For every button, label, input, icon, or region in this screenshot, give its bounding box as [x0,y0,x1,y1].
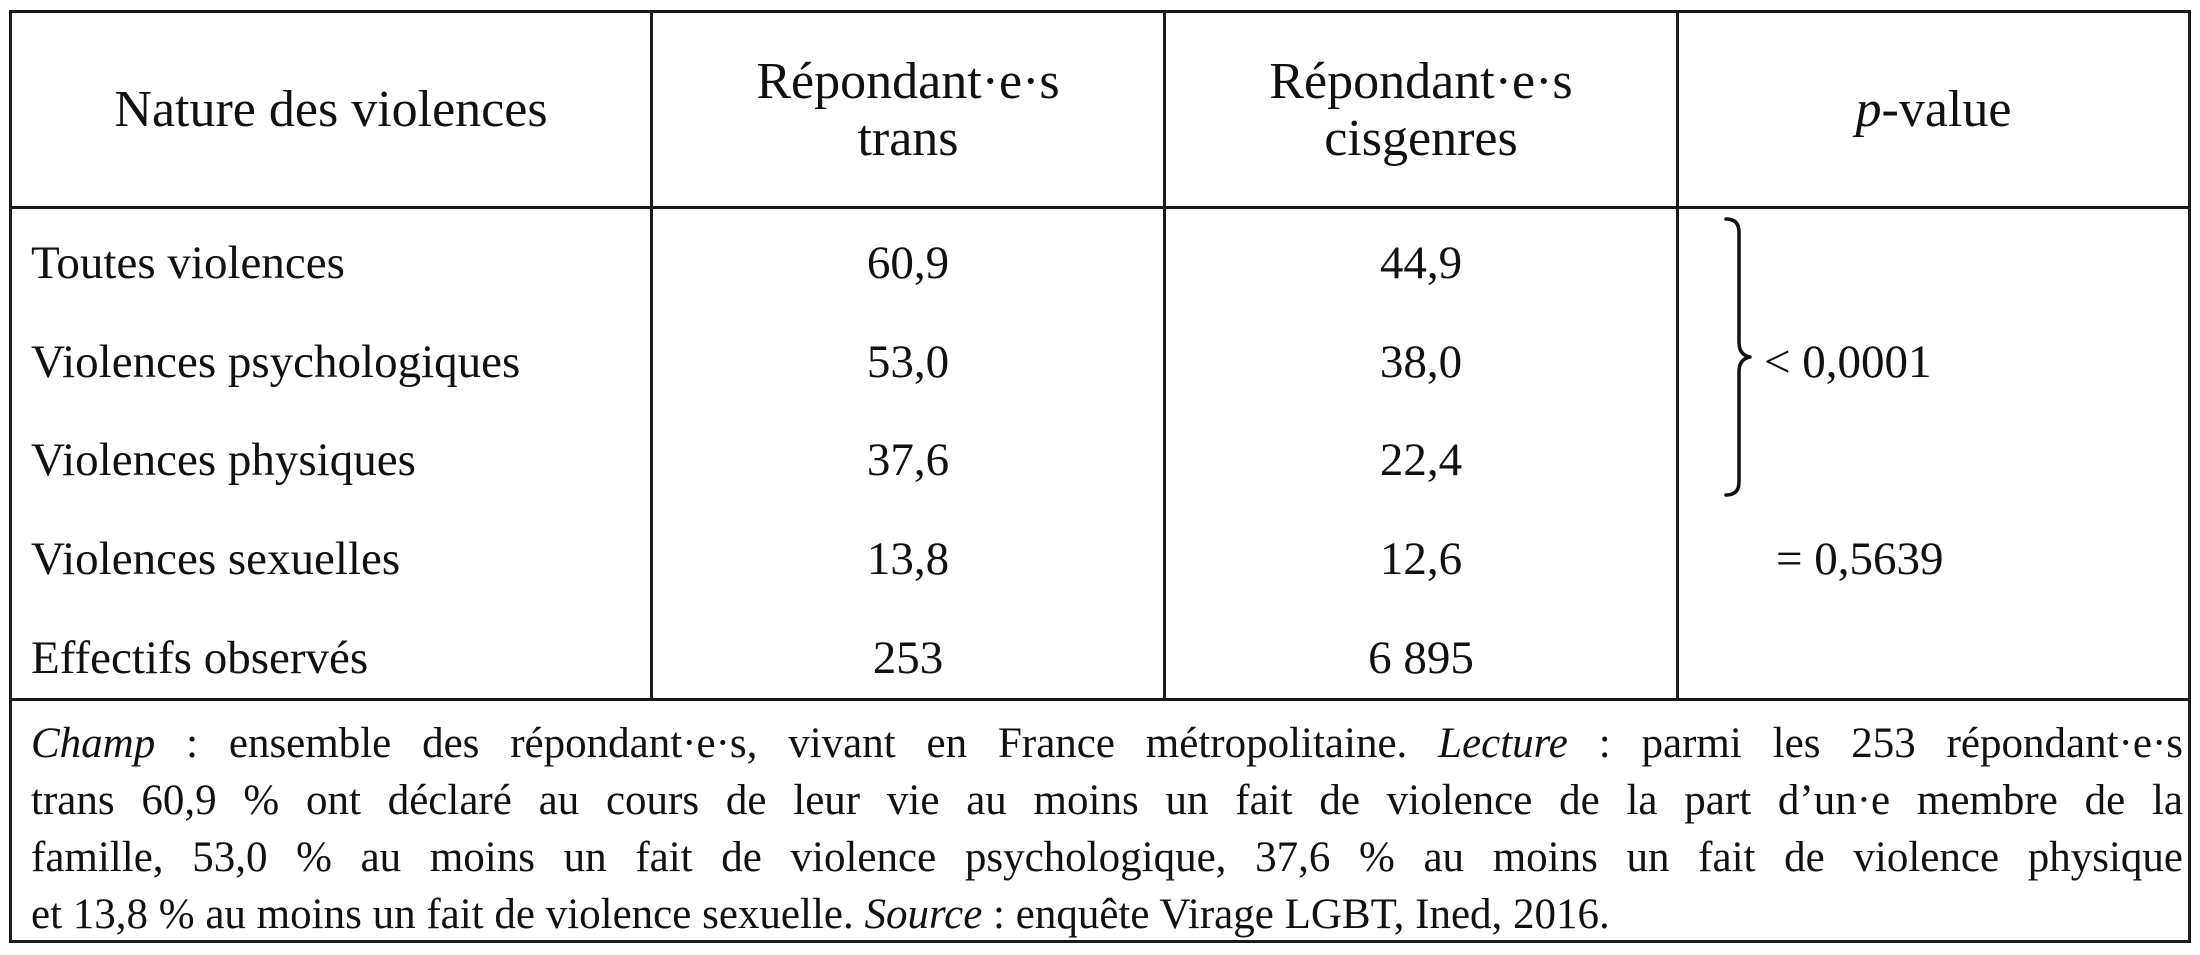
footnote-champ-text: : ensemble des répondant·e·s, vivant en France métropolitaine. [155,720,1439,767]
footnote-line-2: trans 60,9 % ont déclaré au cours de leur vie au moins un fait de violence de la part d’un·e membre de la [31,777,2183,824]
grouping-brace-icon [1724,216,1762,498]
header-nature [12,13,650,206]
header-pvalue [1679,13,2188,206]
row-label-effectifs: Effectifs observés [31,632,369,684]
cell-cis-sexuelles: 12,6 [1379,533,1463,585]
cell-trans-sexuelles: 13,8 [866,533,950,585]
footnote-line-1 [31,715,2183,772]
header-trans-line2: trans [857,109,959,167]
footnote-lecture-label: Lecture [1438,720,1568,767]
header-cis-line2: cisgenres [1324,109,1518,167]
header-pvalue-rest: -value [1881,81,2012,138]
footnote-source-text: : enquête Virage LGBT, Ined, 2016. [982,891,1610,938]
footnote-line-3: famille, 53,0 % au moins un fait de violence psychologique, 37,6 % au moins un fait de violence physique [31,834,2183,881]
footnote-lecture-text: : parmi les 253 répondant·e·s [1567,720,2184,767]
cell-cis-toutes: 44,9 [1379,237,1463,289]
cell-trans-toutes: 60,9 [866,237,950,289]
row-label-sexuelles: Violences sexuelles [31,533,401,585]
pvalue-sexual: = 0,5639 [1776,533,1944,585]
footnote-champ-label: Champ [31,720,156,767]
footnote-source-label: Source [864,891,983,938]
row-label-physiques: Violences physiques [31,434,416,486]
cell-trans-physiques: 37,6 [866,434,950,486]
row-label-psychologiques: Violences psychologiques [31,336,521,388]
header-cis [1166,13,1676,206]
table-body-divider [12,698,2188,701]
footnote-line-4 [31,886,2183,943]
table-footnote [31,715,2183,943]
pvalue-grouped: < 0,0001 [1764,336,1932,388]
cell-trans-psychologiques: 53,0 [866,336,950,388]
header-trans [653,13,1163,206]
cell-cis-effectifs: 6 895 [1368,632,1474,684]
cell-cis-physiques: 22,4 [1379,434,1463,486]
header-cis-line1: Répondant·e·s [1269,52,1573,110]
cell-cis-psychologiques: 38,0 [1379,336,1463,388]
footnote-line4-text: et 13,8 % au moins un fait de violence sexuelle. [31,891,865,938]
cell-trans-effectifs: 253 [872,632,944,684]
header-nature-label: Nature des violences [114,81,548,138]
header-divider [12,206,2188,209]
statistics-table [9,10,2191,943]
row-label-toutes: Toutes violences [31,237,345,289]
header-pvalue-italic: p [1855,81,1882,138]
header-trans-line1: Répondant·e·s [756,52,1060,110]
